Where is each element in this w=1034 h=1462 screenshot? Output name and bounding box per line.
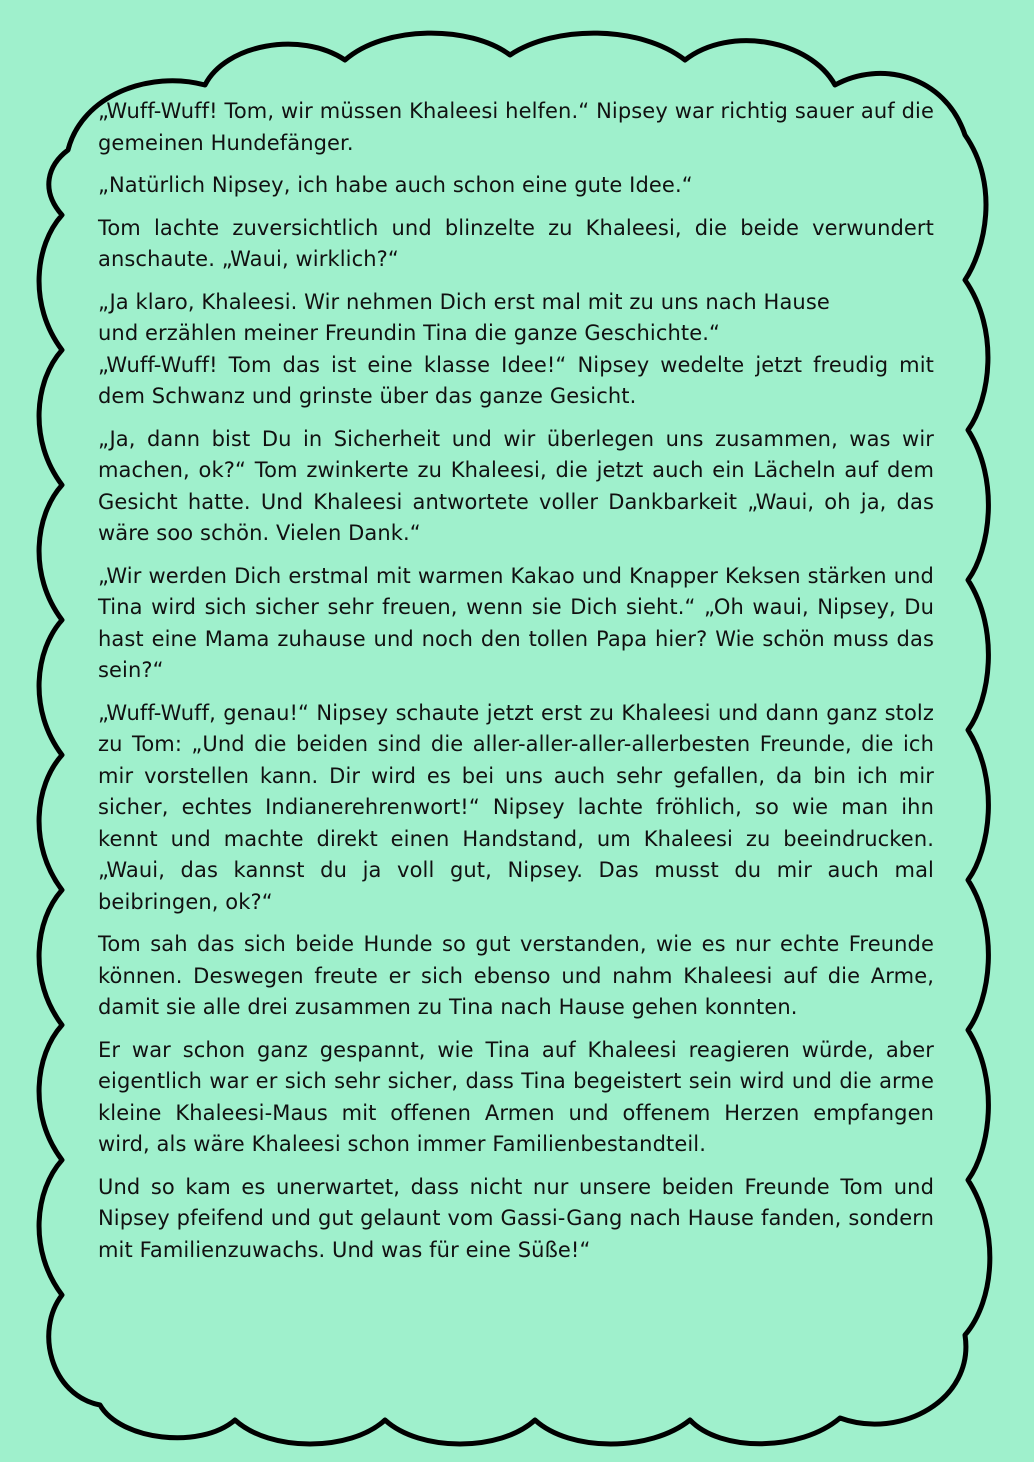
paragraph-6: „Wir werden Dich erstmal mit warmen Kakao und Knapper Keksen stärken und Tina wird sich sicher sehr freuen, wenn sie Dich sieht.“ „Oh waui, Nipsey, Du hast eine Mama zuhause und noch den tollen Papa hier? Wie schön muss das sein?“ <box>98 563 934 682</box>
paragraph-4-continuation: „Wuff-Wuff! Tom das ist eine klasse Idee!“ Nipsey wedelte jetzt freudig mit dem Schwanz und grinste über das ganze Gesicht. <box>98 352 934 408</box>
paragraph-7: „Wuff-Wuff, genau!“ Nipsey schaute jetzt erst zu Khaleesi und dann ganz stolz zu Tom: „Und die beiden sind die aller-aller-aller-allerbesten Freunde, die ich mir vorstellen kann. Dir wird es bei uns auch sehr gefallen, da bin ich mir sicher, echtes Indianerehrenwort!“ Nipsey lachte fröhlich, so wie man ihn kennt und machte direkt einen Handstand, um Khaleesi zu beeindrucken. „Waui, das kannst du ja voll gut, Nipsey. Das musst du mir auch mal beibringen, ok?“ <box>98 700 934 914</box>
paragraph-2: „Natürlich Nipsey, ich habe auch schon eine gute Idee.“ <box>98 173 693 197</box>
paragraph-10: Und so kam es unerwartet, dass nicht nur unsere beiden Freunde Tom und Nipsey pfeifend und gut gelaunt vom Gassi-Gang nach Hause fanden, sondern mit Familienzuwachs. Und was für eine Süße!“ <box>98 1174 934 1262</box>
paragraph-4-line-1: „Ja klaro, Khaleesi. Wir nehmen Dich erst mal mit zu uns nach Hause <box>98 289 830 314</box>
paragraph-3: Tom lachte zuversichtlich und blinzelte zu Khaleesi, die beide verwundert anschaute. „Waui, wirklich?“ <box>98 215 934 271</box>
paragraph-9: Er war schon ganz gespannt, wie Tina auf Khaleesi reagieren würde, aber eigentlich war er sich sehr sicher, dass Tina begeistert sein wird und die arme kleine Khaleesi-Maus mit offenen Armen und offenem Herzen empfangen wird, als wäre Khaleesi schon immer Familienbestandteil. <box>98 1037 934 1156</box>
paragraph-8: Tom sah das sich beide Hunde so gut verstanden, wie es nur echte Freunde können. Deswegen freute er sich ebenso und nahm Khaleesi auf die Arme, damit sie alle drei zusammen zu Tina nach Hause gehen konnten. <box>98 932 934 1019</box>
paragraph-5: „Ja, dann bist Du in Sicherheit und wir überlegen uns zusammen, was wir machen, ok?“ Tom zwinkerte zu Khaleesi, die jetzt auch ein Lächeln auf dem Gesicht hatte. Und Khaleesi antwortete voller Dankbarkeit „Waui, oh ja, das wäre soo schön. Vielen Dank.“ <box>98 426 934 545</box>
paragraph-1: „Wuff-Wuff! Tom, wir müssen Khaleesi helfen.“ Nipsey war richtig sauer auf die gemeinen Hundefänger. <box>98 99 934 155</box>
paragraph-4-line-2: und erzählen meiner Freundin Tina die ganze Geschichte.“ <box>98 321 721 345</box>
paragraph-4 <box>98 287 934 413</box>
story-text <box>98 96 934 1277</box>
